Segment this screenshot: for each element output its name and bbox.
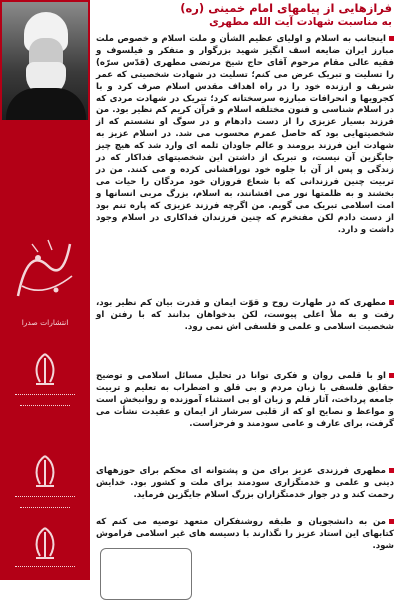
emblem-caption [6, 564, 84, 575]
left-decorative-strip [0, 0, 90, 580]
paragraph [96, 298, 394, 334]
square-bullet-icon [389, 300, 394, 305]
paragraph-text: مطهری که در طهارت روح و قوّت ایمان و قدرت بیان کم نظیر بود، رفت و به ملأ اعلی پیوست، لکن بدخواهان بدانند که با رفتن او شخصیت اسلامی و علمی و فلسفی اش نمی رود. [96, 298, 394, 332]
square-bullet-icon [389, 373, 394, 378]
iran-emblem-icon [22, 452, 68, 490]
iran-emblem-icon [22, 524, 68, 562]
paragraph [96, 34, 394, 236]
paragraph [96, 466, 394, 502]
paragraph-text: مطهری فرزندی عزیز برای من و پشتوانه ای محکم برای حوزههای دینی و علمی و خدمتگزاری سودمند برای ملت و کشور بود. خدایش رحمت کند و در جوار خدمتگزاران بزرگ اسلام جایگزین فرماید. [96, 466, 394, 500]
square-bullet-icon [389, 468, 394, 473]
paragraph-text: اینجانب به اسلام و اولیای عظیم الشأن و ملت اسلام و خصوص ملت مبارز ایران ضایعه اسف انگیز شهید بزرگوار و متفکر و فیلسوف و فقیه عالی مقام مرحوم آقای حاج شیخ مرتضی مطهری (قدّس سرّه) را تسلیت و تبریک عرض می کنم؛ تسلیت در شهادت شخصیتی که عمر شریف و ارزنده خود را در راه اهداف مقدس اسلام صرف کرد و با کجرویها و انحرافات مبارزه سرسختانه کرد؛ تبریک در شهادت مردی که در اسلام شناسی و فنون مختلفه اسلام و قرآن کریم کم نظیر بود. من فرزند بسیار عزیزی را از دست دادهام و در سوگ او نشستم که از شخصیتهایی بود که حاصل عمرم محسوب می شد. در اسلام عزیز به شهادت این فرزند برومند و عالم جاودان ثلمه ای وارد شد که هیچ چیز جایگزین آن نیست، و تبریک از داشتن این شخصیتهای فداکار که در زندگی و پس از آن با جلوه خود نورافشانی کرده و می کنند. من در تربیت چنین فرزندانی که با شعاع فروزان خود مردگان را حیات می بخشند و به ظلمتها نور می افشانند، به اسلام، بزرگ مربی انسانها و امت اسلامی تبریک می گویم. من اگرچه فرزند عزیزی که پاره تنم بود از دست دادم لکن مفتخرم که چنین فرزندان فداکاری در اسلام وجود داشت و دارد. [96, 34, 394, 235]
page-header [92, 0, 400, 30]
stamp-box [100, 548, 192, 600]
paragraph-text: او با قلمی روان و فکری توانا در تحلیل مسائل اسلامی و توضیح حقایق فلسفی با زبان مردم و بی قلق و اضطراب به تعلیم و تربیت جامعه پرداخت، آثار قلم و زبان او بی استثناء آموزنده و روانبخش است و مواعظ و نصایح او که از قلبی سرشار از ایمان و عقیدت نشأت می گرفت، برای عارف و عامی سودمند و فرحزاست. [96, 371, 394, 429]
emblem-caption [6, 494, 84, 518]
main-content [92, 30, 398, 576]
square-bullet-icon [389, 36, 394, 41]
paragraph-text: من به دانشجویان و طبقه روشنفکران متعهد توصیه می کنم که کتابهای این استاد عزیز را نگذارند با دسیسه های غیر اسلامی فراموش شود. [96, 517, 394, 551]
page-subtitle: به مناسبت شهادت آیت الله مطهری [209, 16, 392, 28]
emblem-caption [6, 392, 84, 416]
iran-emblem-icon [22, 350, 68, 388]
paragraph [96, 371, 394, 431]
calligraphy-logo-icon [8, 236, 82, 306]
page-title: فرازهایی از پیامهای امام خمینی (ره) [180, 1, 392, 15]
square-bullet-icon [389, 519, 394, 524]
portrait-photo [2, 2, 88, 120]
publisher-label: انتشارات صدرا [21, 318, 69, 327]
